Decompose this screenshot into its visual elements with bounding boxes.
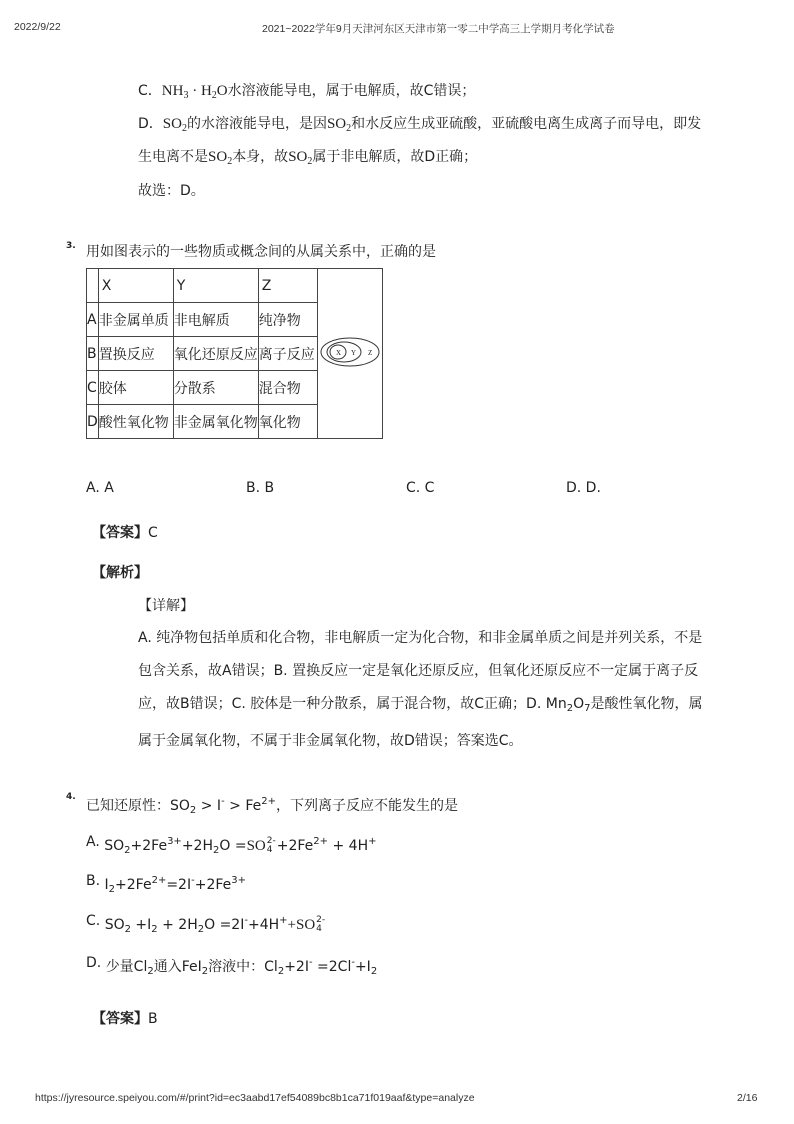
option-d[interactable]: D. D. [566, 480, 601, 496]
table-cell: 非电解质 [173, 303, 258, 337]
detail-line: A. 纯净物包括单质和化合物，非电解质一定为化合物，和非金属单质之间是并列关系，不是 [138, 630, 703, 646]
relation-diagram-cell [317, 269, 382, 439]
page-url[interactable]: https://jyresource.speiyou.com/#/print?id=ec3aabd17ef54089bc8b1ca71f019aaf&type=analyze [35, 1092, 475, 1104]
question-number-3: 3. [66, 241, 76, 251]
detail-label: 【详解】 [138, 598, 194, 614]
analysis-option-c: C．$NH_3 \cdot H_2O$水溶液能导电，属于电解质，故C错误； [138, 83, 476, 101]
table-header-cell: X [98, 269, 173, 303]
question-3-answer [92, 523, 158, 543]
analysis-label: 【解析】 [92, 565, 148, 581]
table-cell: 非金属氧化物 [173, 405, 258, 439]
table-cell: 分散系 [173, 371, 258, 405]
question-4-answer [92, 1009, 158, 1029]
answer-value: B [148, 1011, 158, 1027]
detail-line: 应，故B错误；C. 胶体是一种分散系，属于混合物，故C正确；D. $Mn_2O_7$是酸性氧化物，属 [138, 696, 703, 714]
diagram-label-z: Z [367, 348, 373, 357]
question-3-table [86, 268, 383, 439]
nested-ellipse-diagram [319, 332, 381, 372]
diagram-label-y: Y [350, 348, 356, 357]
table-cell: 胶体 [98, 371, 173, 405]
q4-option-c[interactable]: C. $SO_2 +I_2 + 2H_2O =2I^-+4H^++SO$ 2- 4 [86, 913, 326, 935]
q4-option-a[interactable]: A. $SO_2+2Fe^{3+}+2H_2O =SO$ 2- 4 $+2Fe^{2+} + 4H^+$ [86, 834, 377, 856]
analysis-option-d-line2: 生电离不是$SO_2$本身，故$SO_2$属于非电解质，故D正确； [138, 149, 478, 167]
q4-option-d[interactable]: D. 少量$Cl_2$通入FeI$_2$溶液中：$Cl_2+2I^- =2Cl^-+I_2$ [86, 955, 378, 977]
page-number: 2/16 [737, 1092, 758, 1104]
analysis-conclusion: 故选：D。 [138, 183, 205, 199]
analysis-option-d-line1: D．$SO_2$的水溶液能导电，是因$SO_2$和水反应生成亚硫酸，亚硫酸电离生成离子而导电，即发 [138, 116, 702, 134]
detail-line: 包含关系，故A错误；B. 置换反应一定是氧化还原反应，但氧化还原反应不一定属于离子反 [138, 663, 699, 679]
table-header-cell: Y [173, 269, 258, 303]
table-header-row [87, 269, 383, 303]
table-cell: 混合物 [258, 371, 317, 405]
q4-option-b[interactable]: B. $I_2+2Fe^{2+}=2I^-+2Fe^{3+}$ [86, 873, 247, 895]
table-cell: 酸性氧化物 [98, 405, 173, 439]
table-cell: D [87, 405, 99, 439]
option-a[interactable]: A. A [86, 480, 114, 496]
table-cell: 非金属单质 [98, 303, 173, 337]
table-cell: 氧化还原反应 [173, 337, 258, 371]
page-title: 2021~2022学年9月天津河东区天津市第一零二中学高三上学期月考化学试卷 [262, 23, 615, 35]
table-cell: C [87, 371, 99, 405]
table-cell: B [87, 337, 99, 371]
table-cell: A [87, 303, 99, 337]
question-4-stem: 已知还原性：$SO_2 > I^- > Fe^{2+}$，下列离子反应不能发生的是 [86, 796, 458, 816]
table-cell: 置换反应 [98, 337, 173, 371]
table-cell: 离子反应 [258, 337, 317, 371]
table-header-cell [87, 269, 99, 303]
question-3-stem: 用如图表示的一些物质或概念间的从属关系中，正确的是 [86, 244, 436, 260]
option-c[interactable]: C. C [406, 480, 435, 496]
answer-label: 【答案】 [92, 1011, 148, 1027]
table-cell: 氧化物 [258, 405, 317, 439]
question-number-4: 4. [66, 792, 76, 802]
table-cell: 纯净物 [258, 303, 317, 337]
detail-line: 属于金属氧化物，不属于非金属氧化物，故D错误；答案选C。 [138, 733, 523, 749]
answer-value: C [148, 525, 158, 541]
answer-label: 【答案】 [92, 525, 148, 541]
print-date: 2022/9/22 [14, 21, 61, 33]
diagram-label-x: X [335, 348, 341, 357]
option-b[interactable]: B. B [246, 480, 275, 496]
table-header-cell: Z [258, 269, 317, 303]
